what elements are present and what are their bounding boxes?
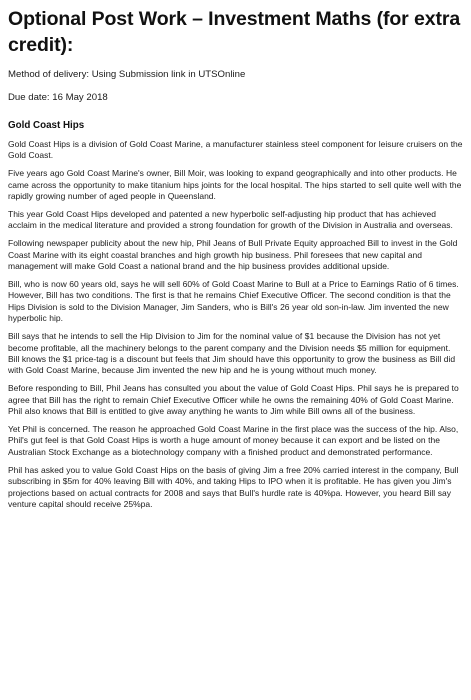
paragraph-4: Following newspaper publicity about the new hip, Phil Jeans of Bull Private Equity approached Bill to invest in the Gold Coast Marine with its eight coastal branches and high growth hip business. Phil foresees that new capital and management will make Gold Coast a national brand and the hip business provides additional upside. bbox=[8, 238, 458, 272]
paragraph-8: Yet Phil is concerned. The reason he approached Gold Coast Marine in the first place was the success of the hip. Also, Phil's gut feel is that Gold Coast Hips is worth a huge amount of money because it can export and be listed on the Australian Stock Exchange as a biotechnology company with a finished product and demonstrated performance. bbox=[8, 424, 459, 457]
due-date: Due date: 16 May 2018 bbox=[8, 92, 108, 103]
delivery-method: Method of delivery: Using Submission link in UTSOnline bbox=[8, 69, 246, 80]
section-heading: Gold Coast Hips bbox=[8, 120, 85, 131]
paragraph-5: Bill, who is now 60 years old, says he will sell 60% of Gold Coast Marine to Bull at a Price to Earnings Ratio of 6 times. However, Bill has two conditions. The first is that he remains Chief Executive Officer. The second condition is that the Hips Division is sold to the Division Manager, Jim Sanders, who is Bill's 26 year old son-in-law. Jim invented the new hyperbolic hip. bbox=[8, 279, 459, 324]
paragraph-2: Five years ago Gold Coast Marine's owner, Bill Moir, was looking to expand geographically and into other products. He came across the opportunity to make titanium hips joints for the local hospital. The hips started to sell quite well with the rapidly growing number of aged people in Queensland. bbox=[8, 168, 462, 202]
paragraph-3: This year Gold Coast Hips developed and patented a new hyperbolic self-adjusting hip product that has achieved acclaim in the medical literature and provided a strong foundation for growth of the Division in Australia and overseas. bbox=[8, 209, 453, 231]
paragraph-6: Bill says that he intends to sell the Hip Division to Jim for the nominal value of $1 because the Division has not yet become profitable, all the machinery belongs to the parent company and the Division needs $5 million for equipment. Bill knows the $1 price-tag is a discount but feels that Jim should have this opportunity to grow the business as Bill did with Gold Coast Marine, because Jim invented the new hip and he is young without much money. bbox=[8, 331, 456, 376]
page-title: Optional Post Work – Investment Maths (for extra credit): bbox=[8, 8, 461, 56]
paragraph-9: Phil has asked you to value Gold Coast Hips on the basis of giving Jim a free 20% carried interest in the company, Bull subscribing in $5m for 40% leaving Bill with 40%, and taking Hips to IPO when it is profitable. He has given you Jim's projections based on actual contracts for 2008 and says that Bull's hurdle rate is 40%pa. However, you heard Bill say venture capital should receive 25%pa. bbox=[8, 464, 459, 509]
paragraph-7: Before responding to Bill, Phil Jeans has consulted you about the value of Gold Coast Hips. Phil says he is prepared to agree that Bill has the right to remain Chief Executive Officer while he owns the remaining 40% of Gold Coast Marine. Phil also knows that Bill is entitled to give away anything he wants to Jim while Bill owns all of the business. bbox=[8, 383, 459, 417]
paragraph-1: Gold Coast Hips is a division of Gold Coast Marine, a manufacturer stainless steel component for leisure cruisers on the Gold Coast. bbox=[8, 139, 463, 161]
